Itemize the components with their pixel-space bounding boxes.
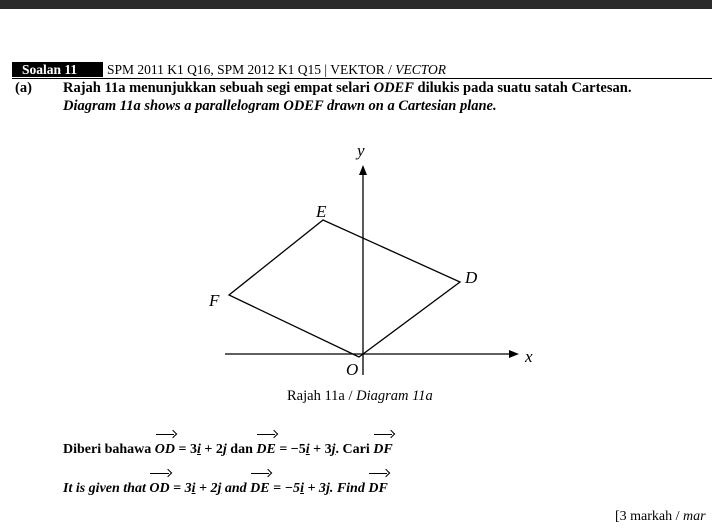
vector-de: DE — [250, 479, 269, 499]
x-axis-arrow — [509, 350, 519, 358]
vector-df: DF — [368, 479, 387, 499]
malay-shape: ODEF — [373, 80, 414, 96]
label-e: E — [316, 202, 327, 221]
de-coef-j: + 3 — [313, 442, 332, 457]
od-coef-i: = 3 — [178, 442, 198, 457]
part-label: (a) — [15, 80, 32, 96]
question-label: Soalan 11 — [12, 62, 103, 77]
given-malay-prefix: Diberi bahawa — [63, 442, 152, 457]
vector-od: OD — [149, 479, 169, 499]
given-malay — [63, 440, 393, 460]
marks-english: mar — [683, 509, 706, 524]
find-word: . Find — [329, 481, 365, 496]
label-f: F — [209, 291, 220, 310]
od-coef-j: + 2 — [204, 442, 223, 457]
y-axis-arrow — [359, 165, 367, 175]
unit-i: i — [191, 481, 196, 496]
label-o: O — [346, 360, 359, 379]
de-coef-i: = −5 — [279, 442, 306, 457]
unit-j: j — [222, 442, 227, 457]
y-label: y — [357, 141, 365, 160]
unit-i: i — [300, 481, 304, 496]
od-coef-j: + 2 — [198, 481, 218, 496]
malay-suffix: dilukis pada suatu satah Cartesan. — [417, 80, 632, 96]
sources-italic: VECTOR — [395, 62, 447, 77]
marks-label — [615, 509, 706, 525]
marks-malay: [3 markah / — [615, 509, 680, 524]
conj-and: and — [224, 481, 247, 496]
caption-english: Diagram 11a — [356, 388, 433, 404]
label-d: D — [465, 268, 478, 287]
unit-i: i — [305, 442, 310, 457]
vector-od: OD — [155, 440, 175, 460]
sources-text: SPM 2011 K1 Q16, SPM 2012 K1 Q15 | VEKTOR / — [107, 62, 392, 77]
malay-prefix: Rajah 11a menunjukkan sebuah segi empat selari — [63, 80, 370, 96]
given-english-prefix: It is given that — [63, 481, 146, 496]
diagram-caption — [287, 388, 433, 405]
caption-malay: Rajah 11a / — [287, 388, 353, 404]
x-label: x — [525, 347, 533, 366]
unit-j: j — [217, 481, 222, 496]
unit-j: j — [331, 442, 336, 457]
de-coef-j: + 3 — [307, 481, 326, 496]
find-word: . Cari — [335, 442, 370, 457]
unit-i: i — [197, 442, 201, 457]
unit-j: j — [325, 481, 330, 496]
parallelogram-odef — [229, 220, 460, 357]
given-english — [63, 479, 388, 499]
vector-df: DF — [373, 440, 392, 460]
od-coef-i: = 3 — [173, 481, 192, 496]
de-coef-i: = −5 — [273, 481, 301, 496]
vector-de: DE — [256, 440, 275, 460]
english-statement: Diagram 11a shows a parallelogram ODEF drawn on a Cartesian plane. — [63, 98, 497, 114]
conj-dan: dan — [230, 442, 253, 457]
